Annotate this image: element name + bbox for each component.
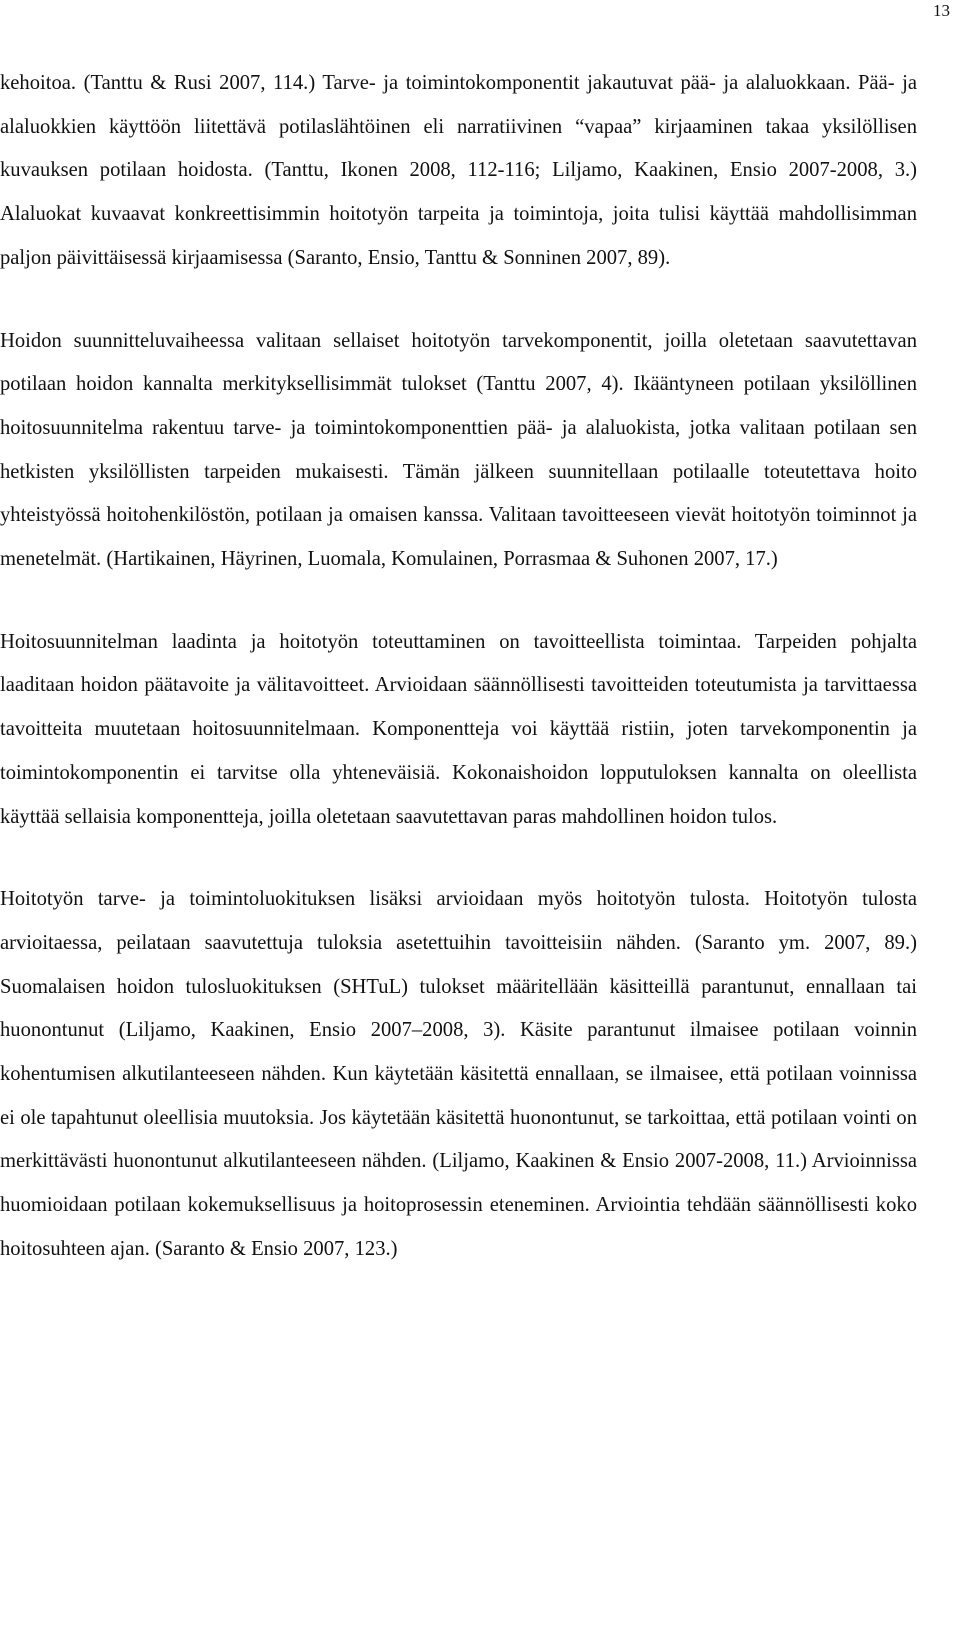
paragraph-1: kehoitoa. (Tanttu & Rusi 2007, 114.) Tarve- ja toimintokomponentit jakautuvat pää- ja alaluokkaan. Pää- ja alaluokkien käyttöön liitettävä potilaslähtöinen eli narratiivinen “vapaa” kirjaaminen takaa yksilöllisen kuvauksen potilaan hoidosta. (Tanttu, Ikonen 2008, 112-116; Liljamo, Kaakinen, Ensio 2007-2008, 3.) Alaluokat kuvaavat konkreettisimmin hoitotyön tarpeita ja toimintoja, joita tulisi käyttää mahdollisimman paljon päivittäisessä kirjaamisessa (Saranto, Ensio, Tanttu & Sonninen 2007, 89).: [0, 72, 917, 269]
document-body: [0, 62, 917, 1272]
page-number: 13: [933, 1, 950, 20]
paragraph-3: Hoitosuunnitelman laadinta ja hoitotyön toteuttaminen on tavoitteellista toimintaa. Tarpeiden pohjalta laaditaan hoidon päätavoite ja välitavoitteet. Arvioidaan säännöllisesti tavoitteiden toteutumista ja tarvittaessa tavoitteita muutetaan hoitosuunnitelmaan. Komponentteja voi käyttää ristiin, joten tarvekomponentin ja toimintokomponentin ei tarvitse olla yhteneväisiä. Kokonaishoidon lopputuloksen kannalta on oleellista käyttää sellaisia komponentteja, joilla oletetaan saavutettavan paras mahdollinen hoidon tulos.: [0, 630, 917, 828]
paragraph-4: Hoitotyön tarve- ja toimintoluokituksen lisäksi arvioidaan myös hoitotyön tulosta. Hoitotyön tulosta arvioitaessa, peilataan saavutettuja tuloksia asetettuihin tavoitteisiin nähden. (Saranto ym. 2007, 89.) Suomalaisen hoidon tulosluokituksen (SHTuL) tulokset määritellään käsitteillä parantunut, ennallaan tai huonontunut (Liljamo, Kaakinen, Ensio 2007–2008, 3). Käsite parantunut ilmaisee potilaan voinnin kohentumisen alkutilanteeseen nähden. Kun käytetään käsitettä ennallaan, se ilmaisee, että potilaan voinnissa ei ole tapahtunut oleellisia muutoksia. Jos käytetään käsitettä huonontunut, se tarkoittaa, että potilaan vointi on merkittävästi huonontunut alkutilanteeseen nähden. (Liljamo, Kaakinen & Ensio 2007-2008, 11.) Arvioinnissa huomioidaan potilaan kokemuksellisuus ja hoitoprosessin eteneminen. Arviointia tehdään säännöllisesti koko hoitosuhteen ajan. (Saranto & Ensio 2007, 123.): [0, 888, 917, 1260]
paragraph-2: Hoidon suunnitteluvaiheessa valitaan sellaiset hoitotyön tarvekomponentit, joilla oletetaan saavutettavan potilaan hoidon kannalta merkityksellisimmät tulokset (Tanttu 2007, 4). Ikääntyneen potilaan yksilöllinen hoitosuunnitelma rakentuu tarve- ja toimintokomponenttien pää- ja alaluokista, jotka valitaan potilaan sen hetkisten yksilöllisten tarpeiden mukaisesti. Tämän jälkeen suunnitellaan potilaalle toteutettava hoito yhteistyössä hoitohenkilöstön, potilaan ja omaisen kanssa. Valitaan tavoitteeseen vievät hoitotyön toiminnot ja menetelmät. (Hartikainen, Häyrinen, Luomala, Komulainen, Porrasmaa & Suhonen 2007, 17.): [0, 329, 917, 571]
